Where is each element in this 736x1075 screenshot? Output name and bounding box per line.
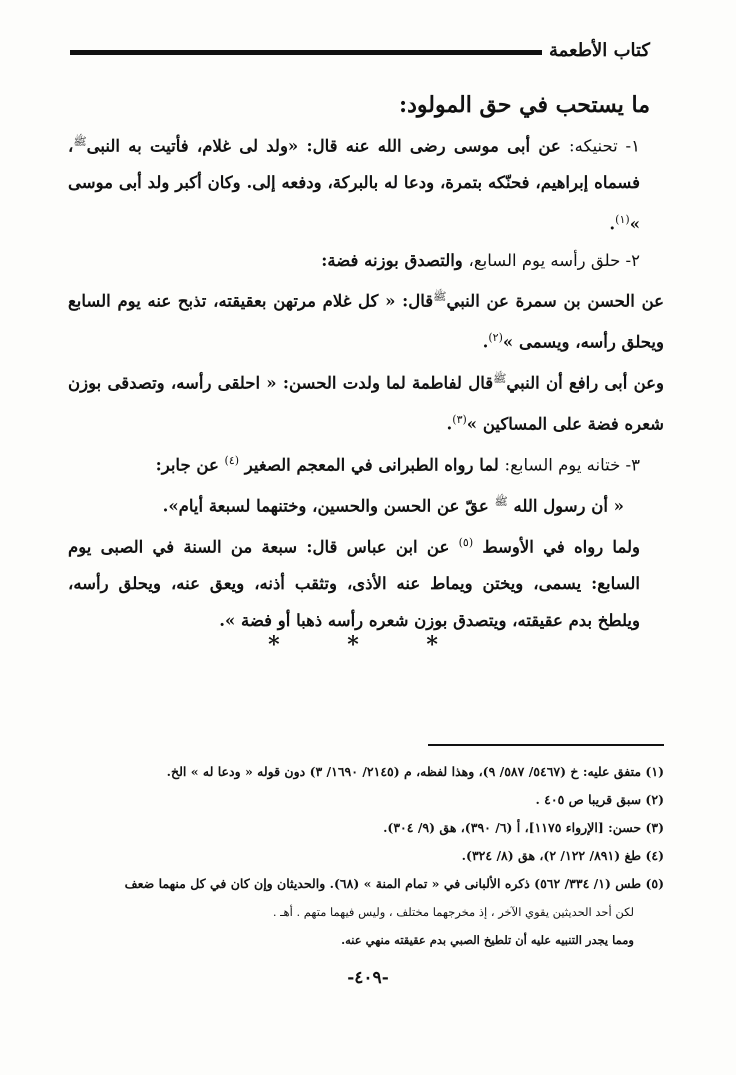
footnote-5-continuation: لكن أحد الحديثين يقوي الآخر ، إذ مخرجهما مختلف ، وليس فيهما متهم . أهـ . bbox=[272, 905, 634, 919]
footnote-3: (٣) حسن: [الإرواء ١١٧٥]، أ (٦/ ٣٩٠)، هق (٩/ ٣٠٤). bbox=[383, 820, 664, 835]
paragraph-text: عن ابن عباس قال: سبعة من السنة في الصبى يوم السابع: يسمى، ويختن ويماط عنه الأذى، وتثقب أذنه، ويعق عنه، ويحلق رأسه، ويلطخ بدم عقيقته، ويتصدق بوزن شعره رأسه ذهبا أو فضة ». bbox=[68, 537, 640, 630]
paragraph-text: . bbox=[609, 214, 616, 233]
paragraph-text: . bbox=[482, 332, 489, 352]
section-divider-stars: * * * bbox=[268, 632, 468, 658]
item-heading: ٢- حلق رأسه يوم السابع، bbox=[468, 250, 640, 270]
paragraph-abu-rafi-hadith bbox=[68, 361, 664, 443]
paragraph-text: . bbox=[446, 414, 453, 434]
item-heading: ٣- ختانه يوم السابع: bbox=[504, 455, 640, 475]
footnote-ref[interactable]: (٥) bbox=[458, 536, 474, 549]
footnote-5-note: ومما يجدر التنبيه عليه أن تلطيخ الصبي بدم عقيقته منهي عنه. bbox=[341, 933, 634, 947]
paragraph-circumcision bbox=[68, 443, 664, 484]
paragraph-text: عقّ عن الحسن والحسين، وختنهما لسبعة أيام». bbox=[162, 496, 495, 516]
paragraph-jabir-hadith bbox=[68, 484, 664, 525]
paragraph-text: قال: « كل غلام مرتهن بعقيقته، تذبح عنه يوم السابع ويحلق رأسه، ويسمى » bbox=[68, 291, 664, 352]
footnote-ref[interactable]: (٢) bbox=[488, 331, 503, 344]
salutation-glyph: ﷺ bbox=[433, 290, 447, 303]
paragraph-text: ، فسماه إبراهيم، فحنّكه بتمرة، ودعا له بالبركة، ودفعه إلى. وكان أكبر ولد أبى موسى » bbox=[68, 136, 640, 233]
paragraph-text: لما رواه الطبرانى في المعجم الصغير bbox=[239, 455, 505, 475]
footnote-ref[interactable]: (٣) bbox=[452, 413, 467, 426]
footnote-rule bbox=[428, 744, 664, 746]
section-title: ما يستحب في حق المولود: bbox=[398, 92, 650, 118]
paragraph-text: عن الحسن بن سمرة عن النبي bbox=[446, 291, 664, 311]
paragraph-hasan-hadith bbox=[68, 279, 664, 361]
paragraph-shaving bbox=[68, 243, 664, 280]
footnote-2: (٢) سبق قريبا ص ٤٠٥ . bbox=[535, 792, 664, 807]
paragraph-text: قال لفاطمة لما ولدت الحسن: « احلقى رأسه، وتصدقى بوزن شعره فضة على المساكين » bbox=[68, 373, 664, 434]
paragraph-tahnik bbox=[68, 124, 664, 243]
page-header bbox=[70, 36, 650, 66]
page-number: -٤٠٩- bbox=[347, 968, 389, 988]
footnote-5: (٥) طس (١/ ٣٣٤/ ٥٦٢) ذكره الألبانى في « تمام المنة » (٦٨). والحديثان وإن كان في كل منهما ضعف bbox=[124, 876, 664, 891]
paragraph-text: عن أبى موسى رضى الله عنه قال: «ولد لى غلام، فأتيت به النبى bbox=[86, 136, 570, 156]
footnote-ref[interactable]: (٤) bbox=[224, 454, 240, 467]
running-title: كتاب الأطعمة bbox=[548, 40, 650, 61]
paragraph-text: ولما رواه في الأوسط bbox=[473, 537, 640, 557]
paragraph-text: عن جابر: bbox=[155, 455, 225, 475]
paragraph-text: « أن رسول الله bbox=[507, 496, 624, 516]
salutation-glyph: ﷺ bbox=[494, 495, 508, 508]
body-text bbox=[68, 124, 664, 639]
header-rule bbox=[70, 50, 542, 55]
salutation-glyph: ﷺ bbox=[493, 372, 507, 385]
footnotes bbox=[90, 758, 664, 954]
item-heading: ١- تحنيكه: bbox=[569, 136, 640, 156]
footnote-ref[interactable]: (١) bbox=[615, 212, 630, 226]
footnote-4: (٤) طغ (٨٩١/ ١٢٢/ ٢)، هق (٨/ ٣٢٤). bbox=[461, 848, 664, 863]
paragraph-text: وعن أبى رافع أن النبي bbox=[506, 373, 664, 393]
paragraph-ibn-abbas-hadith bbox=[68, 525, 664, 639]
paragraph-text: والتصدق بوزنه فضة: bbox=[321, 250, 469, 270]
salutation-glyph: ﷺ bbox=[73, 135, 87, 148]
footnote-1: (١) متفق عليه: خ (٥٤٦٧/ ٥٨٧/ ٩)، وهذا لفظه، م (٢١٤٥/ ١٦٩٠/ ٣) دون قوله « ودعا له » الخ. bbox=[166, 764, 664, 779]
